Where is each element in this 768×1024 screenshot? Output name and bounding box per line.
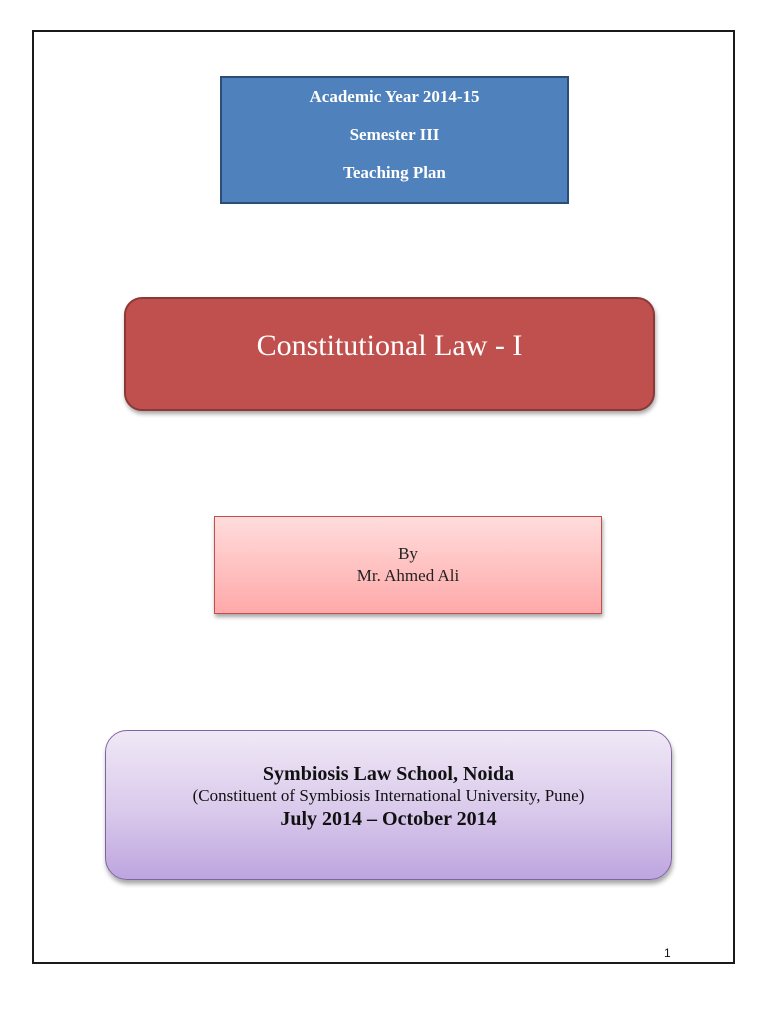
- school-affiliation: (Constituent of Symbiosis International University, Pune): [192, 786, 585, 805]
- academic-header-box: [220, 76, 569, 204]
- semester-text: Semester III: [349, 125, 440, 144]
- by-label: By: [398, 544, 418, 563]
- author-name: Mr. Ahmed Ali: [356, 566, 460, 585]
- author-box: [214, 516, 602, 614]
- school-name: Symbiosis Law School, Noida: [262, 763, 515, 785]
- course-title: Constitutional Law - I: [256, 329, 523, 362]
- page-number: 1: [664, 946, 671, 960]
- semester-dates: July 2014 – October 2014: [280, 808, 497, 830]
- school-box: [105, 730, 672, 880]
- teaching-plan-text: Teaching Plan: [343, 163, 446, 182]
- course-title-box: [124, 297, 655, 411]
- academic-year-text: Academic Year 2014-15: [309, 87, 480, 106]
